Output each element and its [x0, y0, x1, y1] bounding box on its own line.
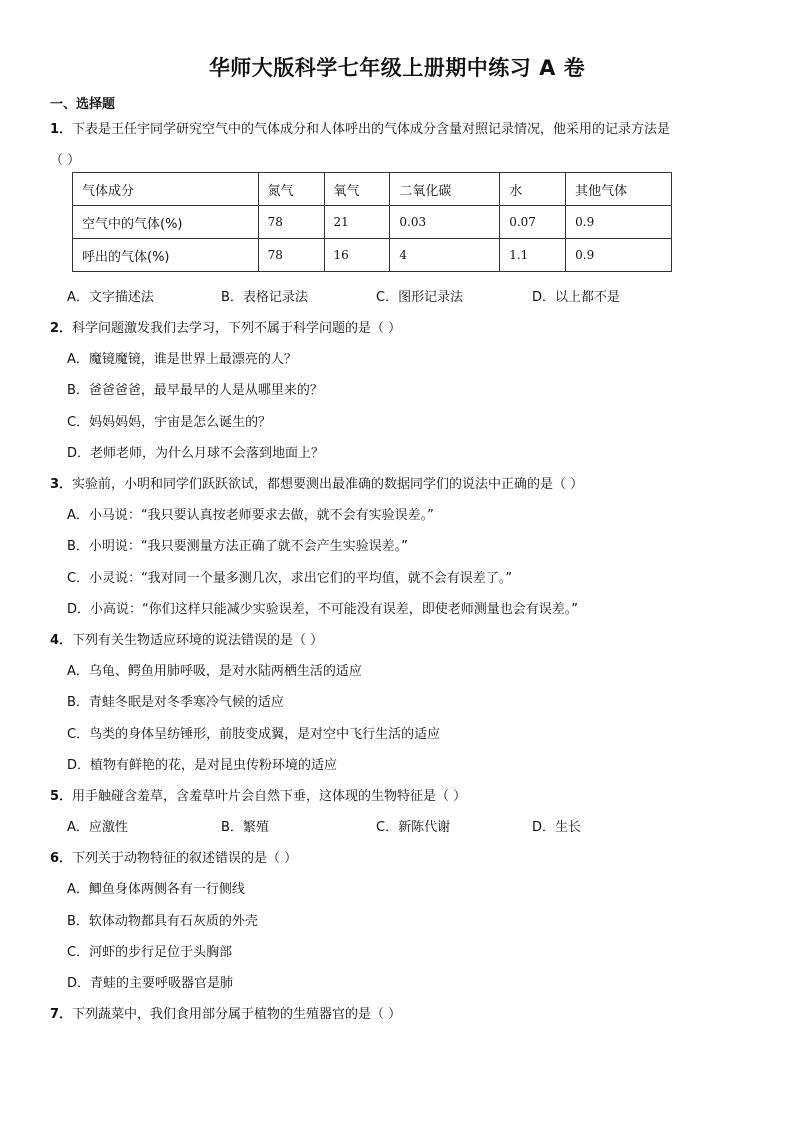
- table-header-cell: 二氧化碳: [390, 173, 500, 206]
- option-c: C．妈妈妈妈，宇宙是怎么诞生的？: [67, 415, 272, 430]
- question-3: [50, 473, 583, 492]
- question-number: 5．: [50, 789, 73, 804]
- option-d: D．以上都不是: [532, 290, 621, 305]
- table-cell: 0.07: [500, 206, 566, 239]
- table-row: [73, 239, 672, 272]
- table-cell: 呼出的气体(%): [73, 239, 259, 272]
- table-cell: 78: [258, 239, 324, 272]
- table-cell: 0.9: [566, 239, 672, 272]
- table-cell: 1.1: [500, 239, 566, 272]
- question-5: [50, 785, 466, 804]
- option-b: B．表格记录法: [221, 290, 308, 305]
- question-text: 用手触碰含羞草，含羞草叶片会自然下垂，这体现的生物特征是（ ）: [72, 789, 467, 804]
- option-c: C．河虾的步行足位于头胸部: [67, 945, 233, 960]
- option-c: C．鸟类的身体呈纺锤形，前肢变成翼，是对空中飞行生活的适应: [67, 727, 441, 742]
- table-header-cell: 水: [500, 173, 566, 206]
- option-a: A．小马说：“我只要认真按老师要求去做，就不会有实验误差。”: [67, 508, 434, 523]
- gas-composition-table: [72, 172, 672, 272]
- option-a: A．应激性: [67, 820, 128, 835]
- table-header-cell: 氮气: [258, 173, 324, 206]
- question-1-blank: （ ）: [50, 153, 81, 168]
- option-b: B．软体动物都具有石灰质的外壳: [67, 914, 258, 929]
- table-cell: 空气中的气体(%): [73, 206, 259, 239]
- table-cell: 78: [258, 206, 324, 239]
- table-cell: 16: [324, 239, 390, 272]
- table-cell: 0.03: [390, 206, 500, 239]
- question-6: [50, 847, 297, 866]
- option-a: A．文字描述法: [67, 290, 154, 305]
- question-text: 下列有关生物适应环境的说法错误的是（ ）: [72, 633, 324, 648]
- section-heading: 一、选择题: [50, 97, 116, 112]
- table-cell: 4: [390, 239, 500, 272]
- question-number: 3．: [50, 477, 73, 492]
- question-7: [50, 1003, 401, 1022]
- option-d: D．生长: [532, 820, 582, 835]
- question-2: [50, 317, 401, 336]
- option-c: C．小灵说：“我对同一个量多测几次，求出它们的平均值，就不会有误差了。”: [67, 571, 513, 586]
- table-header-cell: 氧气: [324, 173, 390, 206]
- option-d: D．老师老师，为什么月球不会落到地面上？: [67, 446, 325, 461]
- question-1: [50, 118, 670, 137]
- table-header-cell: 其他气体: [566, 173, 672, 206]
- question-text: 科学问题激发我们去学习，下列不属于科学问题的是（ ）: [72, 321, 402, 336]
- option-b: B．青蛙冬眠是对冬季寒冷气候的适应: [67, 695, 284, 710]
- table-header-row: [73, 173, 672, 206]
- question-number: 6．: [50, 851, 73, 866]
- option-b: B．爸爸爸爸，最早最早的人是从哪里来的？: [67, 383, 323, 398]
- table-cell: 0.9: [566, 206, 672, 239]
- page-title: 华师大版科学七年级上册期中练习 A 卷: [208, 56, 586, 80]
- table-cell: 21: [324, 206, 390, 239]
- option-a: A．鲫鱼身体两侧各有一行侧线: [67, 882, 245, 897]
- option-b: B．繁殖: [221, 820, 269, 835]
- option-a: A．魔镜魔镜，谁是世界上最漂亮的人？: [67, 352, 297, 367]
- option-c: C．新陈代谢: [376, 820, 451, 835]
- table-header-cell: 气体成分: [73, 173, 259, 206]
- question-text: 下表是王任宇同学研究空气中的气体成分和人体呼出的气体成分含量对照记录情况，他采用的记录方法是: [72, 122, 671, 137]
- option-d: D．植物有鲜艳的花，是对昆虫传粉环境的适应: [67, 758, 338, 773]
- question-number: 7．: [50, 1007, 73, 1022]
- option-c: C．图形记录法: [376, 290, 464, 305]
- table-row: [73, 206, 672, 239]
- question-text: 下列关于动物特征的叙述错误的是（ ）: [72, 851, 298, 866]
- question-4: [50, 629, 323, 648]
- question-number: 2．: [50, 321, 73, 336]
- question-number: 4．: [50, 633, 73, 648]
- option-d: D．青蛙的主要呼吸器官是肺: [67, 976, 234, 991]
- question-text: 下列蔬菜中，我们食用部分属于植物的生殖器官的是（ ）: [72, 1007, 402, 1022]
- option-b: B．小明说：“我只要测量方法正确了就不会产生实验误差。”: [67, 539, 408, 554]
- option-d: D．小高说：“你们这样只能减少实验误差，不可能没有误差，即使老师测量也会有误差。”: [67, 602, 578, 617]
- question-number: 1．: [50, 122, 73, 137]
- question-text: 实验前，小明和同学们跃跃欲试，都想要测出最准确的数据同学们的说法中正确的是（ ）: [72, 477, 584, 492]
- option-a: A．乌龟、鳄鱼用肺呼吸，是对水陆两栖生活的适应: [67, 664, 362, 679]
